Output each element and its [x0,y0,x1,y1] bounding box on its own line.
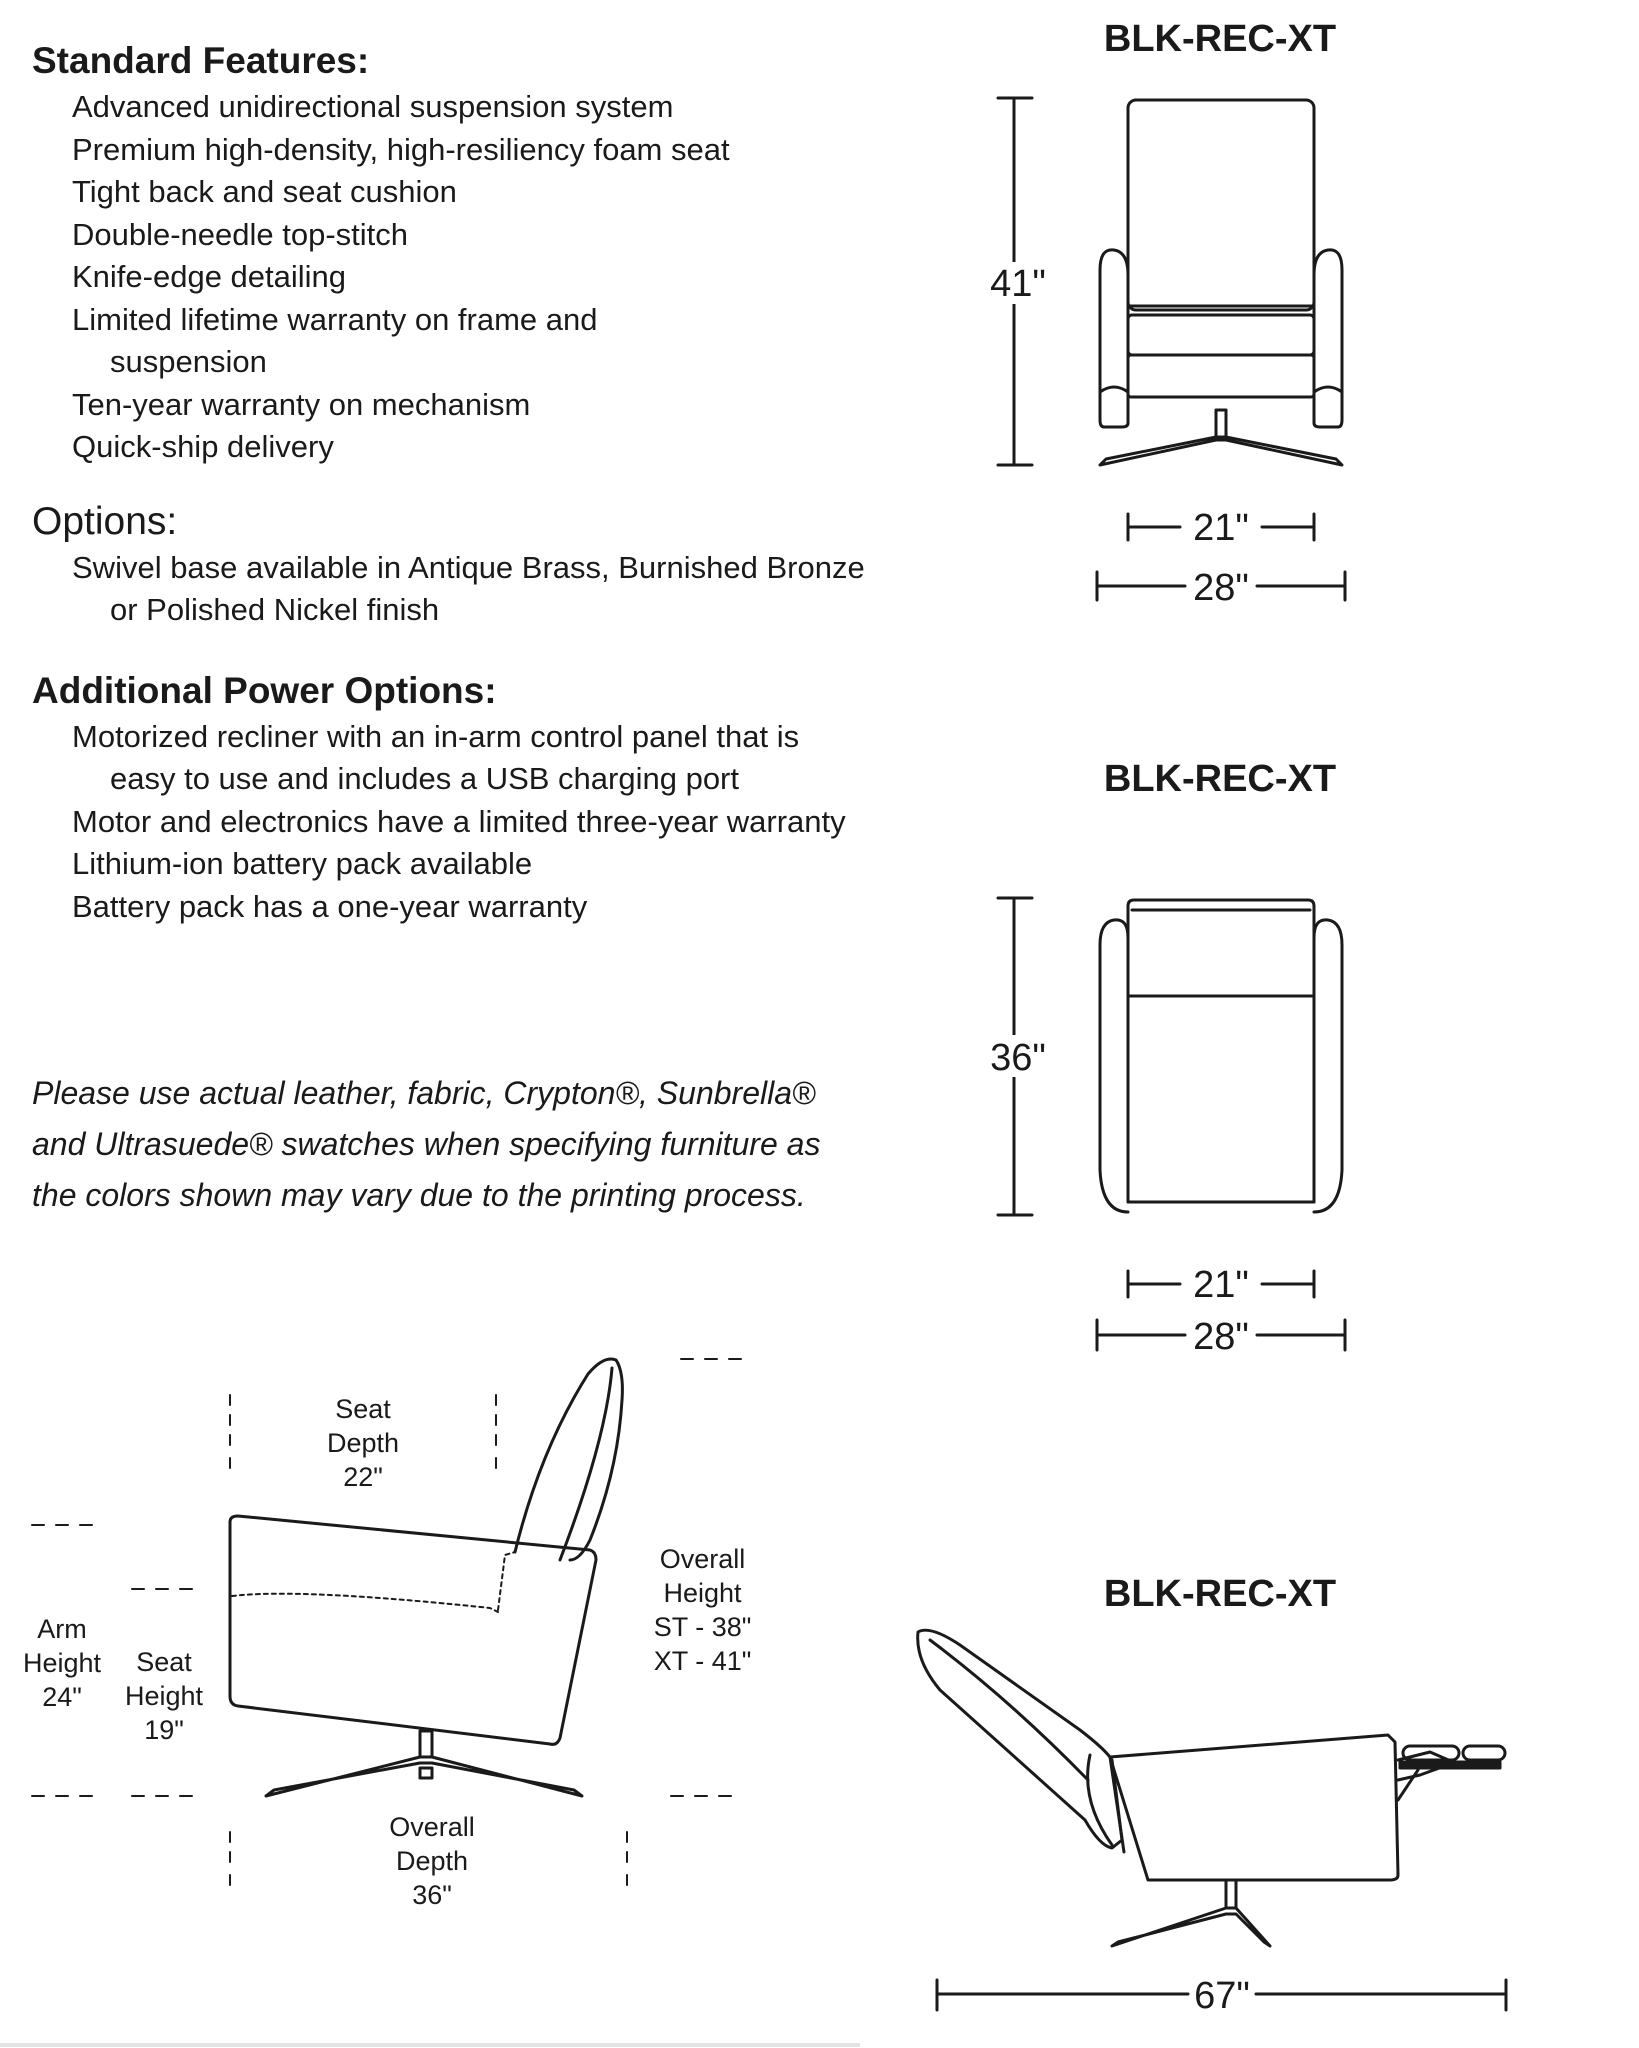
list-item: Motorized recliner with an in-arm control panel that is easy to use and includes a USB charging port [72,718,800,796]
top-outer-width-label: 28" [1193,1316,1249,1358]
list-item: Limited lifetime warranty on frame and suspension [72,301,598,379]
reclined-length-label: 67" [1194,1975,1250,2017]
reclined-view-model: BLK-REC-XT [1103,1573,1337,1615]
list-item: Ten-year warranty on mechanism [72,386,531,422]
page-edge-rule [0,2043,860,2047]
top-inner-width-label: 21" [1193,1264,1249,1306]
swatch-note: Please use actual leather, fabric, Crypton®, Sunbrella® and Ultrasuede® swatches when specifying furniture as the colors shown may vary due to the printing process. [32,1075,821,1213]
list-item: Knife-edge detailing [72,259,347,294]
options-heading: Options: [32,499,178,543]
power-options-heading: Additional Power Options: [32,669,497,711]
top-view-model: BLK-REC-XT [1103,758,1337,800]
list-item: Tight back and seat cushion [72,174,457,209]
list-item: Quick-ship delivery [72,429,334,464]
front-view-model: BLK-REC-XT [1103,18,1337,60]
list-item: Motor and electronics have a limited three-year warranty [72,803,846,839]
front-height-label: 41" [990,263,1046,305]
top-depth-label: 36" [990,1037,1046,1079]
standard-features-heading: Standard Features: [32,40,370,81]
seat-height-label: Seat Height 19" [124,1647,204,1745]
overall-depth-label: Overall Depth 36" [389,1812,475,1910]
top-view-drawing [990,898,1345,1350]
seat-depth-label: Seat Depth 22" [326,1394,400,1492]
list-item: Premium high-density, high-resiliency foam seat [72,131,730,167]
front-outer-width-label: 28" [1193,567,1249,609]
list-item: Battery pack has a one-year warranty [72,888,588,924]
arm-height-label: Arm Height 24" [22,1614,102,1712]
list-item: Lithium-ion battery pack available [72,846,533,881]
front-inner-width-label: 21" [1193,507,1249,549]
overall-height-label: Overall Height ST - 38" XT - 41" [653,1544,752,1676]
reclined-view-drawing [918,1630,1506,2010]
list-item: Double-needle top-stitch [72,216,409,252]
list-item: Swivel base available in Antique Brass, Burnished Bronze or Polished Nickel finish [72,549,865,627]
front-view-drawing [990,98,1345,600]
list-item: Advanced unidirectional suspension system [72,89,674,124]
